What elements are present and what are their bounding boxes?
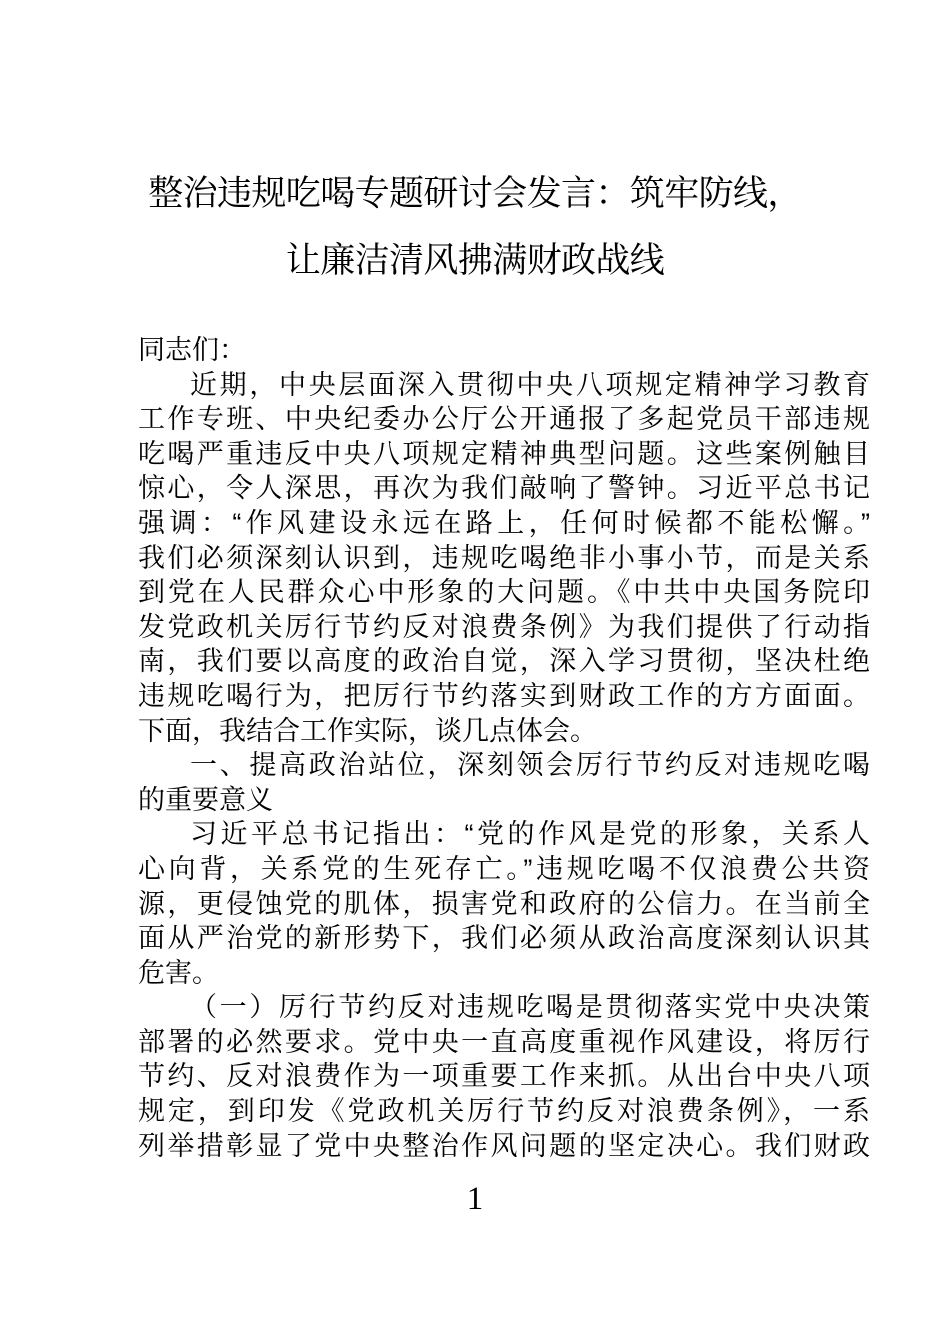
body-line: 工作专班、中央纪委办公厅公开通报了多起党员干部违规 (138, 404, 870, 435)
body-line: 同志们： (138, 335, 246, 365)
document-title (0, 160, 950, 294)
body-line: 面从严治党的新形势下，我们必须从政治高度深刻认识其 (138, 923, 870, 954)
body-line: 我们必须深刻认识到，违规吃喝绝非小事小节，而是关系 (138, 542, 870, 573)
body-line: 吃喝严重违反中央八项规定精神典型问题。这些案例触目 (138, 438, 870, 469)
body-line: 下面，我结合工作实际，谈几点体会。 (138, 715, 597, 746)
body-line: 危害。 (138, 957, 219, 988)
document-body (138, 333, 870, 1163)
body-line: 列举措彰显了党中央整治作风问题的坚定决心。我们财政 (138, 1130, 870, 1161)
body-line: 源，更侵蚀党的肌体，损害党和政府的公信力。在当前全 (138, 888, 870, 919)
body-line: 发党政机关厉行节约反对浪费条例》为我们提供了行动指 (138, 611, 870, 642)
body-line: 到党在人民群众心中形象的大问题。《中共中央国务院印 (138, 577, 870, 608)
body-line: 节约、反对浪费作为一项重要工作来抓。从出台中央八项 (138, 1061, 870, 1092)
body-line: （一）厉行节约反对违规吃喝是贯彻落实党中央决策 (190, 992, 870, 1023)
body-line: 一、提高政治站位，深刻领会厉行节约反对违规吃喝 (190, 750, 870, 781)
page-footer (0, 1181, 950, 1217)
body-line: 惊心，令人深思，再次为我们敲响了警钟。习近平总书记 (138, 473, 870, 504)
body-line: 规定，到印发《党政机关厉行节约反对浪费条例》，一系 (138, 1096, 870, 1127)
body-line: 部署的必然要求。党中央一直高度重视作风建设，将厉行 (138, 1026, 870, 1057)
document-title-line2: 让廉洁清风拂满财政战线 (285, 241, 665, 280)
document-title-line1: 整治违规吃喝专题研讨会发言：筑牢防线， (148, 174, 802, 213)
body-line: 强调：“作风建设永远在路上，任何时候都不能松懈。” (138, 507, 870, 538)
body-line: 的重要意义 (138, 784, 273, 815)
body-line: 南，我们要以高度的政治自觉，深入学习贯彻，坚决杜绝 (138, 646, 870, 677)
body-line: 习近平总书记指出：“党的作风是党的形象，关系人 (190, 819, 870, 850)
body-line: 违规吃喝行为，把厉行节约落实到财政工作的方方面面。 (138, 680, 870, 711)
page-number: 1 (466, 1181, 484, 1217)
body-line: 近期，中央层面深入贯彻中央八项规定精神学习教育 (190, 369, 870, 400)
body-line: 心向背，关系党的生死存亡。”违规吃喝不仅浪费公共资 (138, 853, 870, 884)
